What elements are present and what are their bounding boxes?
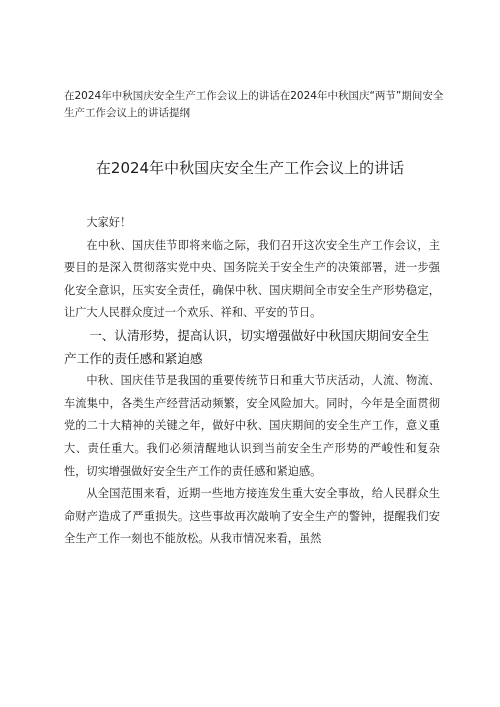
document-body (64, 212, 440, 551)
section-heading: 一、认清形势，提高认识，切实增强做好中秋国庆期间安全生产工作的责任感和紧迫感 (64, 327, 430, 366)
document-header: 在2024年中秋国庆安全生产工作会议上的讲话在2024年中秋国庆“两节”期间安全生产工作会议上的讲话提纲 (64, 90, 444, 119)
section-paragraph: 从全国范围来看，近期一些地方接连发生重大安全事故，给人民群众生命财产造成了严重损失。这些事故再次敲响了安全生产的警钟，提醒我们安全生产工作一刻也不能放松。从我市情况来看，虽然 (64, 487, 440, 546)
greeting: 大家好！ (86, 216, 132, 229)
intro-paragraph: 在中秋、国庆佳节即将来临之际，我们召开这次安全生产工作会议，主要目的是深入贯彻落实党中央、国务院关于安全生产的决策部署，进一步强化安全意识，压实安全责任，确保中秋、国庆期间全市安全生产形势稳定，让广大人民群众度过一个欢乐、祥和、平安的节日。 (64, 238, 440, 320)
section-paragraph: 中秋、国庆佳节是我国的重要传统节日和重大节庆活动，人流、物流、车流集中，各类生产经营活动频繁，安全风险加大。同时，今年是全面贯彻党的二十大精神的关键之年，做好中秋、国庆期间的安全生产工作，意义重大、责任重大。我们必须清醒地认识到当前安全生产形势的严峻性和复杂性，切实增强做好安全生产工作的责任感和紧迫感。 (64, 374, 440, 478)
document-title: 在2024年中秋国庆安全生产工作会议上的讲话 (95, 159, 405, 177)
